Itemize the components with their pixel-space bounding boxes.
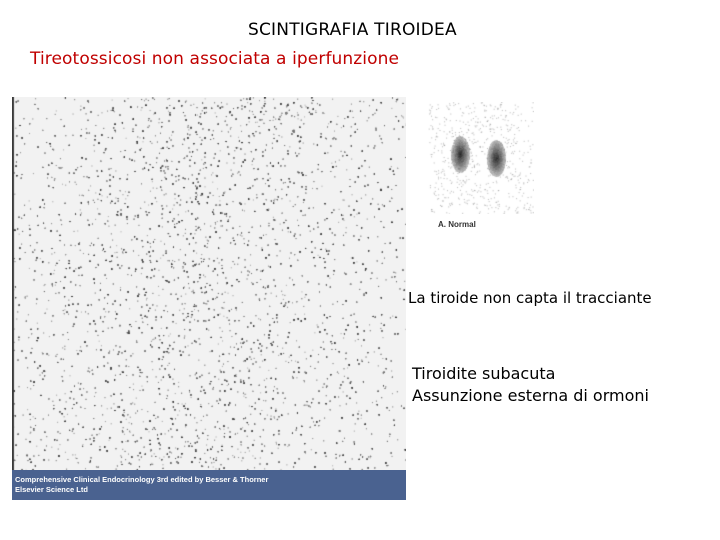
normal-thyroid-inset-image [428,102,534,232]
scan-noise-canvas [12,97,406,470]
slide-title: SCINTIGRAFIA TIROIDEA [248,20,457,40]
image-credit-bar [12,470,406,500]
causes-list [412,363,649,407]
slide-subtitle: Tireotossicosi non associata a iperfunzione [30,49,400,69]
credit-line-2: Elsevier Science Ltd [15,485,88,494]
normal-thyroid-canvas [428,102,534,214]
cause-item: Assunzione esterna di ormoni [412,386,649,405]
uptake-note: La tiroide non capta il tracciante [408,289,652,307]
credit-line-1: Comprehensive Clinical Endocrinology 3rd edited by Besser & Thorner [15,475,269,484]
inset-label: A. Normal [438,220,476,229]
scintigraphy-scan-image [12,97,406,499]
cause-item: Tiroidite subacuta [412,364,556,383]
